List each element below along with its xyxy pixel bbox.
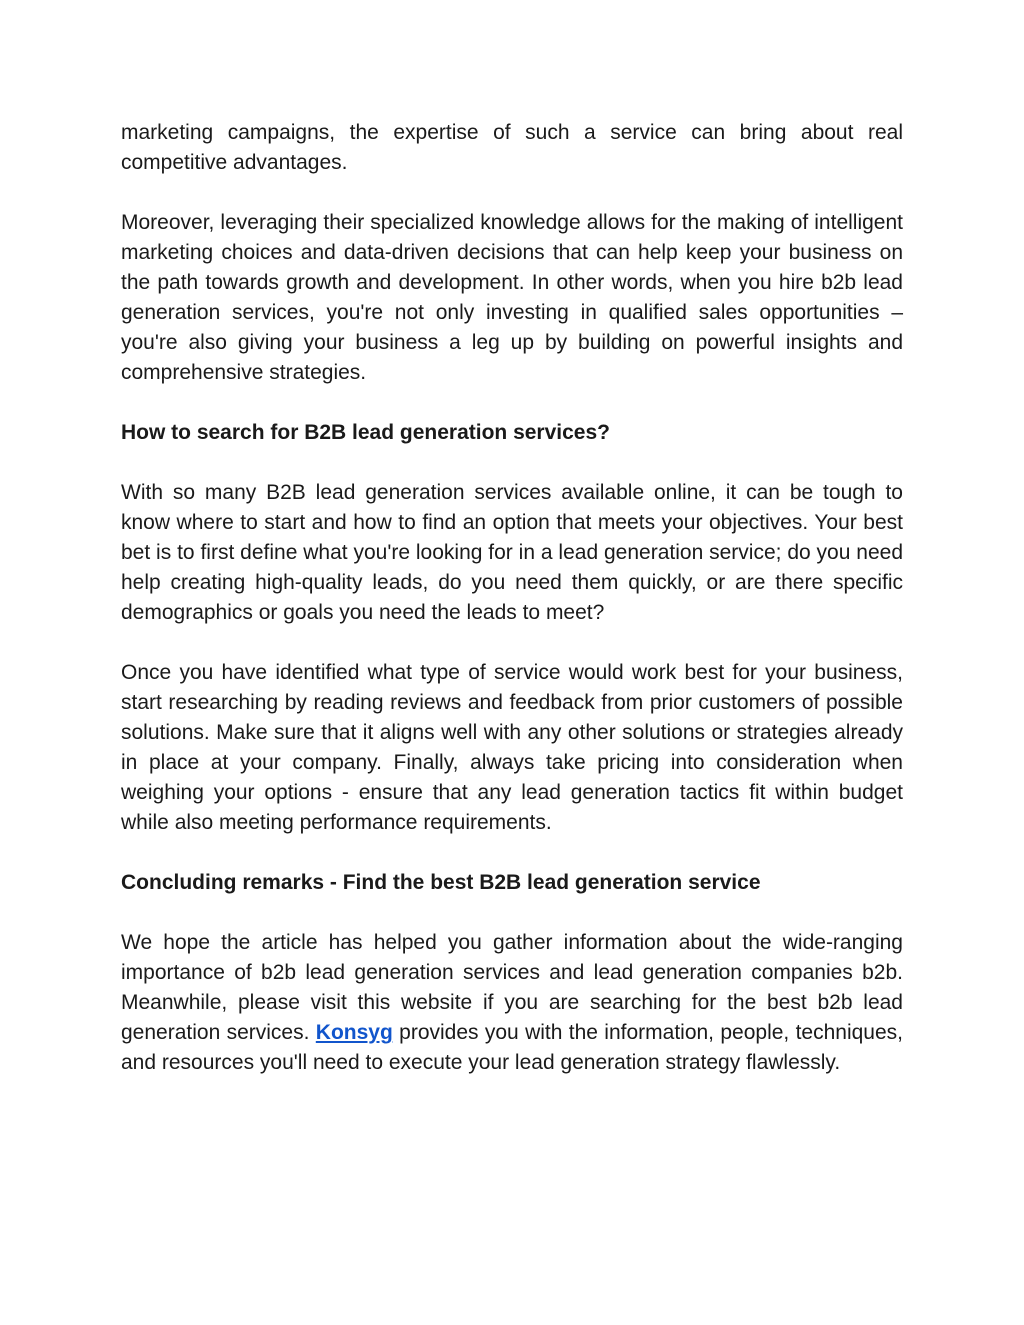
intro-paragraph-2: Moreover, leveraging their specialized knowledge allows for the making of intelligent marketing choices and data-driven decisions that can help keep your business on the path towards growth and development. In other words, when you hire b2b lead generation services, you're not only investing in qualified sales opportunities – you're also giving your business a leg up by building on powerful insights and comprehensive strategies. bbox=[121, 211, 903, 384]
document-page bbox=[121, 118, 903, 1108]
conclusion-text-after: provides you with the information, people, techniques, and resources you'll need to execute your lead generation strategy flawlessly. bbox=[121, 1021, 903, 1074]
conclusion-text-before: We hope the article has helped you gather information about the wide-ranging importance of b2b lead generation services and lead generation companies b2b. Meanwhile, please visit this website if you are searching for the best b2b lead generation services. bbox=[121, 931, 903, 1044]
search-paragraph-2: Once you have identified what type of service would work best for your business, start researching by reading reviews and feedback from prior customers of possible solutions. Make sure that it aligns well with any other solutions or strategies already in place at your company. Finally, always take pricing into consideration when weighing your options - ensure that any lead generation tactics fit within budget while also meeting performance requirements. bbox=[121, 661, 903, 834]
section-heading-conclusion: Concluding remarks - Find the best B2B lead generation service bbox=[121, 871, 761, 894]
intro-paragraph-1: marketing campaigns, the expertise of such a service can bring about real competitive advantages. bbox=[121, 121, 903, 174]
section-heading-search: How to search for B2B lead generation services? bbox=[121, 421, 610, 444]
search-paragraph-1: With so many B2B lead generation services available online, it can be tough to know where to start and how to find an option that meets your objectives. Your best bet is to first define what you're looking for in a lead generation service; do you need help creating high-quality leads, do you need them quickly, or are there specific demographics or goals you need the leads to meet? bbox=[121, 481, 903, 624]
konsyg-link[interactable]: Konsyg bbox=[315, 1021, 393, 1044]
conclusion-paragraph bbox=[121, 928, 903, 1078]
